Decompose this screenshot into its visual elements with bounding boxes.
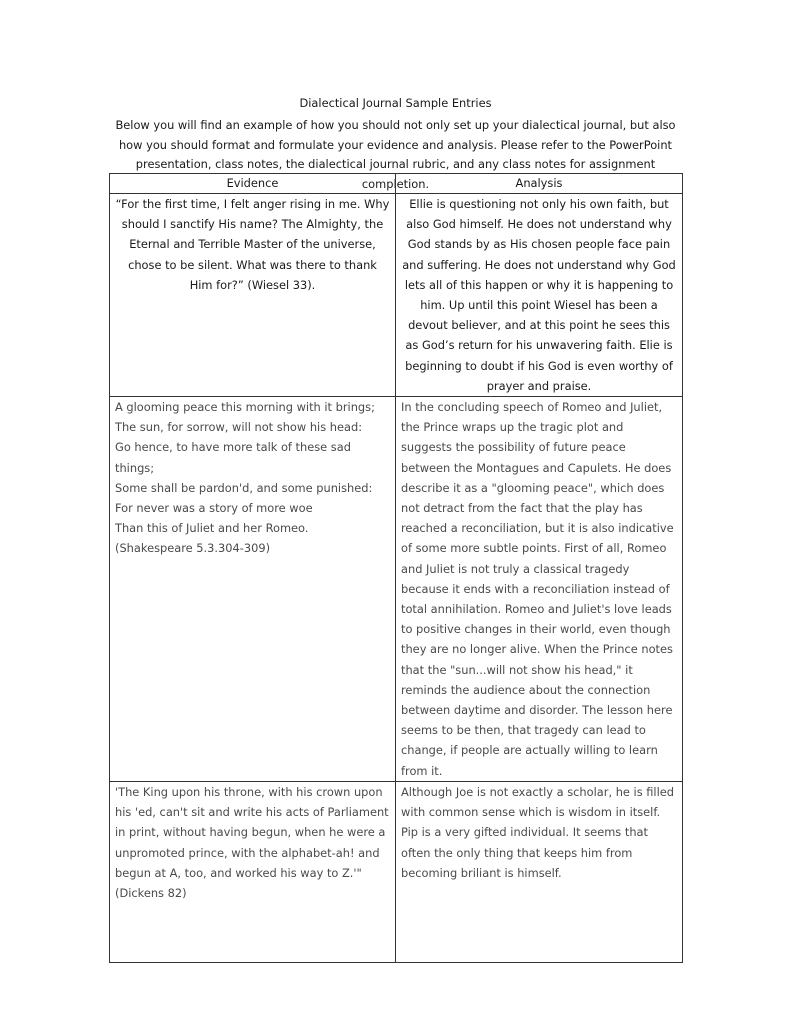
evidence-text: A glooming peace this morning with it brings; The sun, for sorrow, will not show his head: Go hence, to have more talk of these sad things; Some shall be pardon'd, and some punished: For never was a story of more woe Than this of Juliet and her Romeo. (Shakespeare 5.3.304-309) xyxy=(115,400,375,556)
analysis-cell xyxy=(396,781,683,962)
evidence-column-header: Evidence xyxy=(110,174,396,194)
analysis-cell xyxy=(396,397,683,782)
analysis-column-header: Analysis xyxy=(396,174,683,194)
document-title: Dialectical Journal Sample Entries xyxy=(299,96,492,110)
analysis-text: In the concluding speech of Romeo and Juliet, the Prince wraps up the tragic plot and suggests the possibility of future peace between the Montagues and Capulets. He does describe it as a "glooming peace", which does not detract from the fact that the play has reached a reconciliation, but it is also indicative of some more subtle points. First of all, Romeo and Juliet is not truly a classical tragedy because it ends with a reconciliation instead of total annihilation. Romeo and Juliet's love leads to positive changes in their world, even though they are no longer alive. When the Prince notes that the "sun...will not show his head," it reminds the audience about the connection between daytime and disorder. The lesson here seems to be then, that tragedy can lead to change, if people are actually willing to learn from it. xyxy=(401,400,674,778)
evidence-cell xyxy=(110,194,396,397)
evidence-cell xyxy=(110,397,396,782)
evidence-text: “For the first time, I felt anger rising in me. Why should I sanctify His name? The Almighty, the Eternal and Terrible Master of the universe, chose to be silent. What was there to thank Him for?” (Wiesel 33). xyxy=(115,197,390,292)
table-header-row xyxy=(110,174,683,194)
analysis-text: Although Joe is not exactly a scholar, he is filled with common sense which is wisdom in itself. Pip is a very gifted individual. It seems that often the only thing that keeps him from becoming briliant is himself. xyxy=(401,784,675,880)
analysis-text: Ellie is questioning not only his own faith, but also God himself. He does not understand why God stands by as His chosen people face pain and suffering. He does not understand why God lets all of this happen or why it is happening to him. Up until this point Wiesel has been a devout believer, and at this point he sees this as God’s return for his unwavering faith. Elie is beginning to doubt if his God is even worthy of prayer and praise. xyxy=(402,197,676,393)
evidence-cell xyxy=(110,781,396,962)
intro-paragraph: Below you will find an example of how you should not only set up your dialectical journal, but also how you should format and formulate your evidence and analysis. Please refer to the PowerPoint presentation, class notes, the dialectical journal rubric, and any class notes for assignment completion. xyxy=(115,118,676,191)
journal-table xyxy=(109,173,683,963)
table-row xyxy=(110,397,683,782)
table-row xyxy=(110,194,683,397)
table-row xyxy=(110,781,683,962)
evidence-text: 'The King upon his throne, with his crown upon his 'ed, can't sit and write his acts of Parliament in print, without having begun, when he were a unpromoted prince, with the alphabet-ah! and begun at A, too, and worked his way to Z.'" (Dickens 82) xyxy=(115,784,389,900)
analysis-cell xyxy=(396,194,683,397)
